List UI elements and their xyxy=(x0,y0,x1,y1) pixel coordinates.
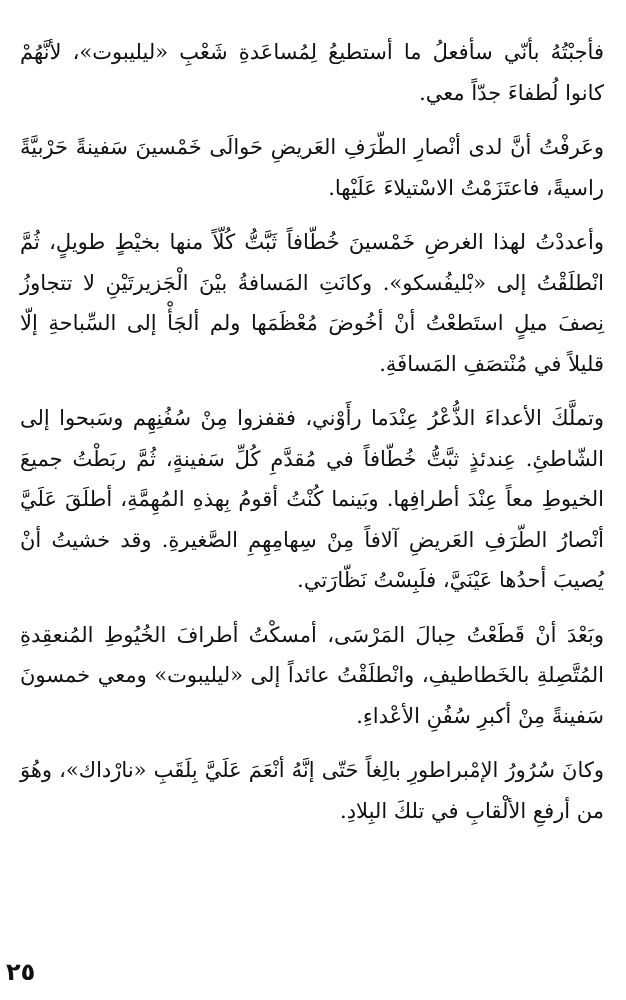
paragraph-3: وأعددْتُ لهذا الغرضِ خَمْسينَ خُطّافاً ثَبَّتُّ كُلّاً منها بخيْطٍ طويلٍ، ثُمَّ انْطلَقْتُ إلى «بْليفُسكو». وكانَتِ المَسافةُ بيْنَ الْجَزيرتَيْنِ لا تتجاوزُ نِصفَ ميلٍ استَطعْتُ أنْ أخُوضَ مُعْظَمَها ولم ألجَأْ إلى السِّباحةِ إلّا قليلاً في مُنْتصَفِ المَسافَةِ. xyxy=(20,230,604,376)
page-body-text xyxy=(20,32,604,845)
paragraph-4: وتملَّكَ الأعداءَ الذُّعْرُ عِنْدَما رأَوْني، فقفزوا مِنْ سُفُنِهِم وسَبحوا إلى الشّاطئِ. عِندئذٍ ثبَّتُّ خُطّافاً في مُقدَّمِ كُلِّ سَفينةٍ، ثُمَّ ربَطْتُ جميعَ الخيوطِ معاً عِنْدَ أطرافِها. وبَينما كُنْتُ أقومُ بِهذهِ المُهِمَّةِ، أطلَقَ عَلَيَّ أنْصارُ الطّرَفِ العَريضِ آلافاً مِنْ سِهامِهِمِ الصَّغيرةِ. وقد خشيتُ أنْ يُصيبَ أحدُها عَيْنَيَّ، فلَبِسْتُ نَظّارَتي. xyxy=(20,406,604,592)
paragraph-2: وعَرفْتُ أنَّ لدى أنْصارِ الطّرَفِ العَريضِ حَوالَى خَمْسينَ سَفينةً حَرْبيَّةً راسيةً، فاعتَزَمْتُ الاسْتيلاءَ عَلَيْها. xyxy=(20,135,604,200)
paragraph-5: وبَعْدَ أنْ قَطَعْتُ حِبالَ المَرْسَى، أمسكْتُ أطرافَ الخُيُوطِ المُنعقِدةِ المُتَّصِلةِ بالخَطاطيفِ، وانْطلَقْتُ عائداً إلى «ليليبوت» ومعي خمسونَ سَفينةً مِنْ أكبرِ سُفُنِ الأعْداءِ. xyxy=(20,622,604,728)
page-number: ٢٥ xyxy=(6,958,36,986)
paragraph-1: فأجبْتُهُ بأنّي سأفعلُ ما أستطيعُ لِمُساعَدةِ شَعْبِ «ليليبوت»، لأنَّهُمْ كانوا لُطفاءَ جدّاً معي. xyxy=(20,40,604,105)
paragraph-6: وكانَ سُرُورُ الإمْبراطورِ بالِغاً حَتّى إنَّهُ أنْعَمَ عَلَيَّ بِلَقَبِ «نارْداك»، وهُوَ من أرفعِ الألْقابِ في تلكَ البِلادِ. xyxy=(20,758,604,823)
